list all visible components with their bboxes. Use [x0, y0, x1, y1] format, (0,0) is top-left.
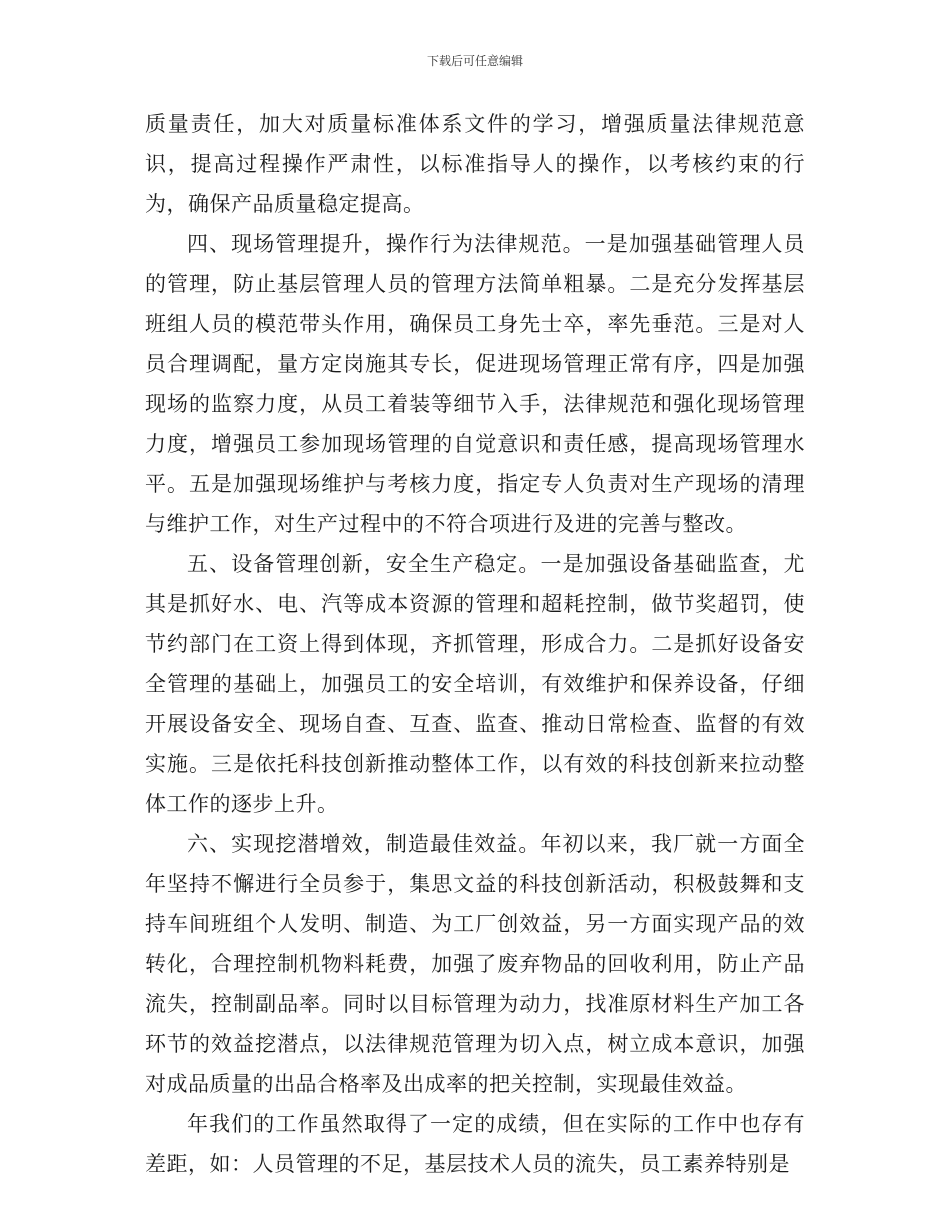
paragraph-1: 质量责任，加大对质量标准体系文件的学习，增强质量法律规范意识，提高过程操作严肃性，以标准指导人的操作，以考核约束的行为，确保产品质量稳定提高。: [145, 112, 805, 216]
paragraph-2: 四、现场管理提升，操作行为法律规范。一是加强基础管理人员的管理，防止基层管理人员的管理方法简单粗暴。二是充分发挥基层班组人员的模范带头作用，确保员工身先士卒，率先垂范。三是对人员合理调配，量方定岗施其专长，促进现场管理正常有序，四是加强现场的监察力度，从员工着装等细节入手，法律规范和强化现场管理力度，增强员工参加现场管理的自觉意识和责任感，提高现场管理水平。五是加强现场维护与考核力度，指定专人负责对生产现场的清理与维护工作，对生产过程中的不符合项进行及进的完善与整改。: [145, 232, 805, 536]
paragraph-4: 六、实现挖潜增效，制造最佳效益。年初以来，我厂就一方面全年坚持不懈进行全员参于，集思文益的科技创新活动，积极鼓舞和支持车间班组个人发明、制造、为工厂创效益，另一方面实现产品的效转化，合理控制机物料耗费，加强了废弃物品的回收利用，防止产品流失，控制副品率。同时以目标管理为动力，找准原材料生产加工各环节的效益挖潜点，以法律规范管理为切入点，树立成本意识，加强对成品质量的出品合格率及出成率的把关控制，实现最佳效益。: [145, 832, 805, 1096]
paragraph-3: 五、设备管理创新，安全生产稳定。一是加强设备基础监查，尤其是抓好水、电、汽等成本资源的管理和超耗控制，做节奖超罚，使节约部门在工资上得到体现，齐抓管理，形成合力。二是抓好设备安全管理的基础上，加强员工的安全培训，有效维护和保养设备，仔细开展设备安全、现场自查、互查、监查、推动日常检查、监督的有效实施。三是依托科技创新推动整体工作，以有效的科技创新来拉动整体工作的逐步上升。: [145, 552, 805, 816]
document-body: [145, 104, 805, 1184]
paragraph-5: 年我们的工作虽然取得了一定的成绩，但在实际的工作中也存有差距，如：人员管理的不足，基层技术人员的流失，员工素养特别是: [145, 1112, 805, 1176]
page-header: 下载后可任意编辑: [426, 54, 523, 68]
